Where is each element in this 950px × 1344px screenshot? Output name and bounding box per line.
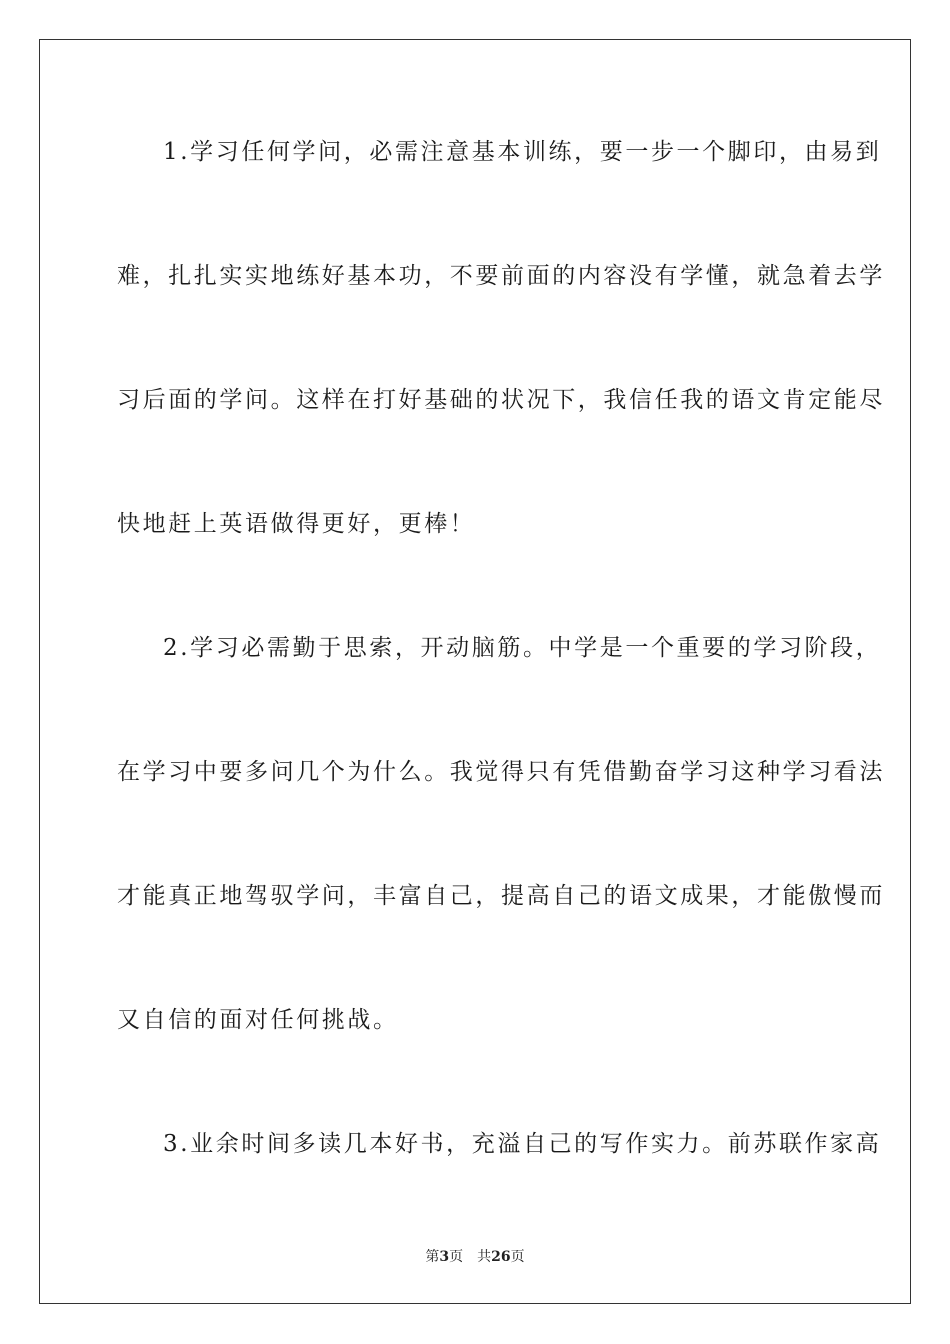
total-prefix: 共 (477, 1249, 492, 1265)
paragraph-1-line-4: 快地赶上英语做得更好，更棒！ (117, 511, 476, 537)
page-footer (0, 1248, 950, 1266)
paragraph-2-line-2: 在学习中要多问几个为什么。我觉得只有凭借勤奋学习这种学习看法 (117, 759, 885, 785)
paragraph-3-line-1: 3.业余时间多读几本好书，充溢自己的写作实力。前苏联作家高 (163, 1131, 882, 1157)
page-current: 3 (439, 1249, 450, 1265)
paragraph-2-line-3: 才能真正地驾驭学问，丰富自己，提高自己的语文成果，才能傲慢而 (117, 883, 885, 909)
page-suffix: 页 (449, 1249, 464, 1265)
page-prefix: 第 (425, 1249, 440, 1265)
total-suffix: 页 (510, 1249, 525, 1265)
page-border (39, 39, 911, 1304)
paragraph-1-line-2: 难，扎扎实实地练好基本功，不要前面的内容没有学懂，就急着去学 (117, 263, 885, 289)
page-total: 26 (491, 1249, 511, 1265)
paragraph-1-line-1: 1.学习任何学问，必需注意基本训练，要一步一个脚印，由易到 (163, 139, 882, 165)
paragraph-1-line-3: 习后面的学问。这样在打好基础的状况下，我信任我的语文肯定能尽 (117, 387, 885, 413)
paragraph-2-line-4: 又自信的面对任何挑战。 (117, 1007, 399, 1033)
paragraph-2-line-1: 2.学习必需勤于思索，开动脑筋。中学是一个重要的学习阶段， (163, 635, 882, 661)
